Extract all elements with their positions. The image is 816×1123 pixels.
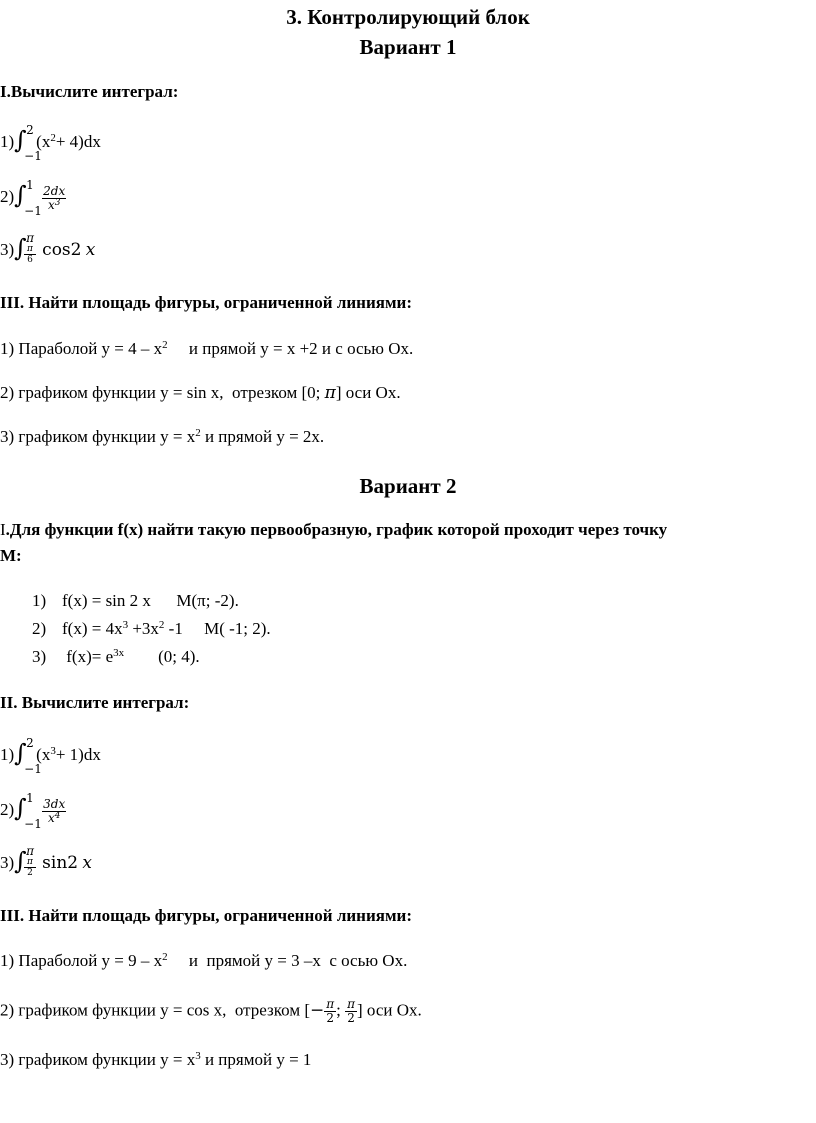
integral-sign: ∫ 2 −1	[14, 736, 42, 776]
item-number: 3)	[0, 852, 15, 872]
variant-1-heading: Вариант 1	[359, 35, 457, 59]
v1-integral-3: 3) ∫ π cos2 x	[0, 236, 95, 266]
integral-sign: ∫ 1 −1	[14, 791, 42, 831]
v2-section-1-title-cont: M:	[0, 546, 22, 565]
fraction: $\frac{\pi}{2}$	[347, 997, 355, 1025]
item-number: 1)	[0, 131, 15, 151]
v1-section-3-title: III. Найти площадь фигуры, ограниченной линиями:	[0, 293, 412, 312]
v2-area-3: 3) графиком функции $y = x^3$ и прямой y = 1	[0, 1050, 312, 1069]
v2-integral-1: 1) ∫ 2 −1 $(x^3+ 1)dx$	[0, 736, 101, 776]
item-number: 2)	[0, 186, 15, 206]
fraction: $\frac{3dx}{x^4}$	[43, 796, 66, 825]
v2-integral-3: 3) ∫ π sin2 x	[0, 849, 92, 879]
v2-area-2: 2) графиком функции y = cos x, отрезком [− $\frac{\pi}{2}$ ; $\frac{\pi}{2}$ ] оси Ox.	[0, 997, 422, 1025]
v1-area-1: 1) Параболой $y = 4 - x^2$ и прямой y = x +2 и с осью Ox.	[0, 339, 414, 358]
v2-integral-2	[0, 791, 66, 831]
v2-section-2-title: II. Вычислите интеграл:	[0, 693, 190, 712]
v2-section-3-title: III. Найти площадь фигуры, ограниченной линиями:	[0, 906, 412, 925]
variant-2-heading: Вариант 2	[359, 474, 457, 498]
v2-section-1-title: I.Для функции f(x) найти такую первообразную, график которой проходит через точку	[0, 520, 668, 539]
integral-sign: ∫ 1 −1	[14, 178, 42, 218]
integral-sign: ∫ 2 −1	[14, 123, 42, 163]
lower-limit-fraction: π 2	[24, 857, 36, 878]
integral-sign: ∫ π	[14, 844, 35, 875]
page-title: 3. Контролирующий блок	[286, 5, 530, 29]
v1-integral-1: 1) ∫ 2 −1 $(x^2+ 4)dx$	[0, 123, 101, 163]
lower-limit-fraction: π 6	[24, 244, 36, 265]
item-number: 1)	[0, 744, 15, 764]
integral-sign: ∫ π	[14, 231, 35, 262]
v2-area-1: 1) Параболой $y = 9 - x^2$ и прямой y = 3 –x с осью Ox.	[0, 951, 408, 970]
v1-area-2: 2) графиком функции y = sin x, отрезком [0; π] оси Ox.	[0, 383, 401, 403]
item-number: 3)	[0, 239, 15, 259]
item-number: 2)	[0, 799, 15, 819]
fraction: $\frac{\pi}{2}$	[326, 997, 335, 1025]
v2-item-1: 1) f(x) = sin 2 x M(π; -2).	[32, 591, 239, 610]
fraction: $\frac{2dx}{x^3}$	[43, 183, 66, 212]
v2-item-3: 3) $f(x)= e^{3x}$ (0; 4).	[32, 647, 200, 666]
v1-section-1-title: I.Вычислите интеграл:	[0, 82, 179, 101]
v1-integral-2	[0, 178, 66, 218]
v2-item-2: 2) $f(x) = 4x^3 +3x^2$ -1 M( -1; 2).	[32, 619, 271, 638]
v1-area-3: 3) графиком функции $y = x^2$ и прямой y = 2x.	[0, 427, 325, 446]
